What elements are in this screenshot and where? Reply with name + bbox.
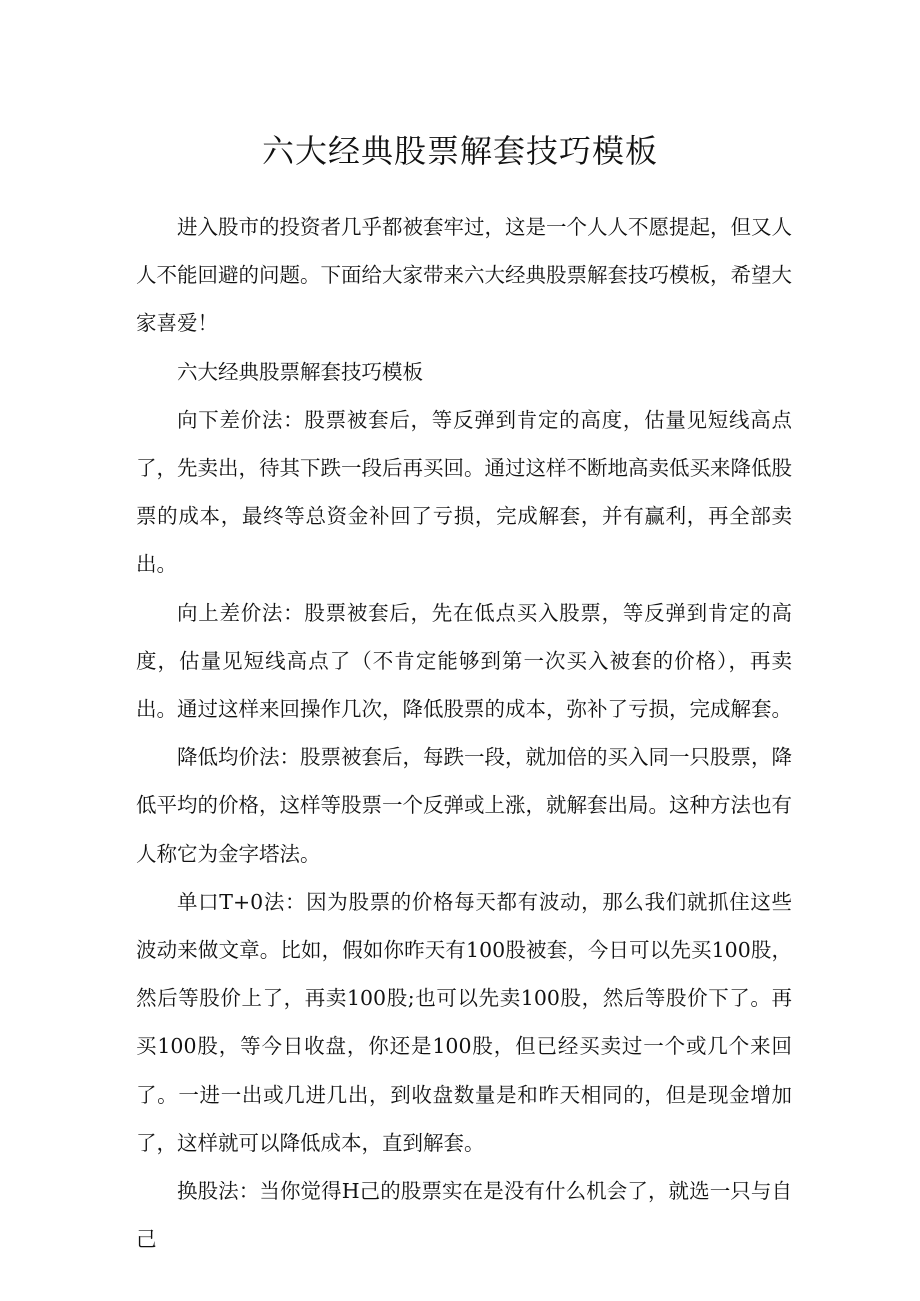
method-lower-average: 降低均价法：股票被套后，每跌一段，就加倍的买入同一只股票，降低平均的价格，这样等股票一个反弹或上涨，就解套出局。这种方法也有人称它为金字塔法。 bbox=[136, 745, 792, 866]
document-title: 六大经典股票解套技巧模板 bbox=[261, 132, 658, 170]
section-heading: 六大经典股票解套技巧模板 bbox=[177, 359, 423, 384]
intro-paragraph: 进入股市的投资者几乎都被套牢过，这是一个人人不愿提起，但又人人不能回避的问题。下面给大家带来六大经典股票解套技巧模板，希望大家喜爱！ bbox=[136, 215, 792, 336]
document-body bbox=[136, 203, 792, 1263]
method-upward-spread: 向上差价法：股票被套后，先在低点买入股票，等反弹到肯定的高度，估量见短线高点了（不肯定能够到第一次买入被套的价格），再卖出。通过这样来回操作几次，降低股票的成本，弥补了亏损，完成解套。 bbox=[136, 600, 792, 722]
method-switch-stock: 换股法：当你觉得H己的股票实在是没有什么机会了，就选一只与自己 bbox=[136, 1179, 792, 1252]
method-downward-spread: 向下差价法：股票被套后，等反弹到肯定的高度，估量见短线高点了，先卖出，待其下跌一段后再买回。通过这样不断地高卖低买来降低股票的成本，最终等总资金补回了亏损，完成解套，并有赢利，再全部卖出。 bbox=[136, 407, 792, 577]
method-t-plus-zero: 单口T+0法：因为股票的价格每天都有波动，那么我们就抓住这些波动来做文章。比如，假如你昨天有100股被套，今日可以先买100股，然后等股价上了，再卖100股;也可以先卖100股，然后等股价下了。再买100股，等今日收盘，你还是100股，但已经买卖过一个或几个来回了。一进一出或几进几出，到收盘数量是和昨天相同的，但是现金增加了，这样就可以降低成本，直到解套。 bbox=[136, 889, 792, 1155]
